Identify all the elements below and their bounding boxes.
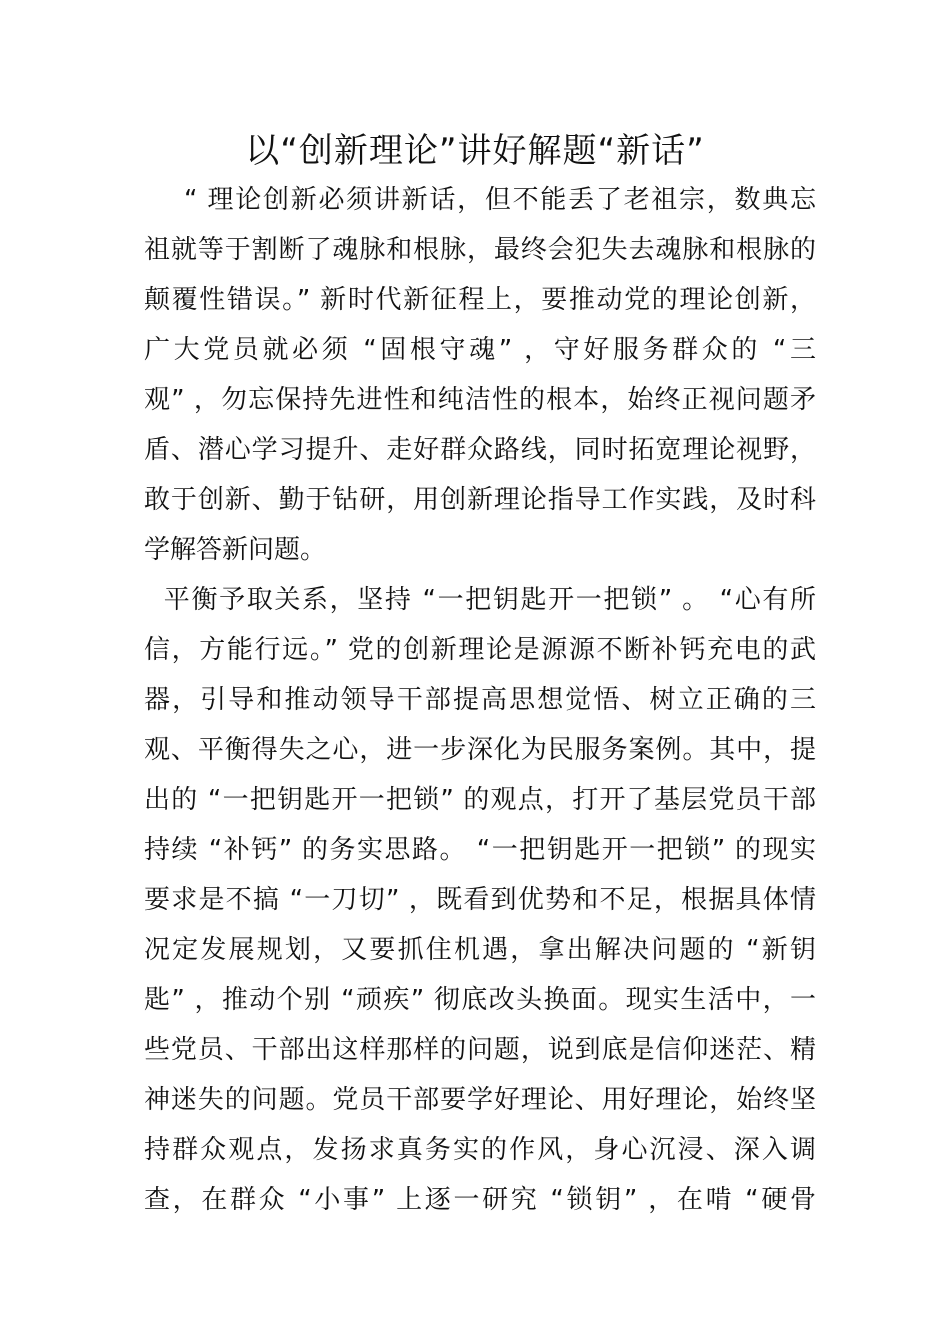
text-line: “ 理论创新必须讲新话，但不能丢了老祖宗，数典忘 <box>144 185 816 215</box>
text-line: 敢于创新、勤于钻研，用创新理论指导工作实践，及时科 <box>144 485 816 515</box>
text-line: 持群众观点，发扬求真务实的作风，身心沉浸、深入调 <box>144 1135 816 1165</box>
text-line: 观、平衡得失之心，进一步深化为民服务案例。其中，提 <box>144 735 816 765</box>
text-line: 查，在群众 “小事” 上逐一研究 “锁钥” ，在啃 “硬骨 <box>144 1185 816 1215</box>
text-line: 平衡予取关系，坚持 “一把钥匙开一把锁” 。 “心有所 <box>144 585 816 615</box>
text-line: 要求是不搞 “一刀切” ，既看到优势和不足，根据具体情 <box>144 885 816 915</box>
document-body <box>144 175 816 1225</box>
text-line: 颠覆性错误。” 新时代新征程上，要推动党的理论创新， <box>144 285 816 315</box>
text-line: 些党员、干部出这样那样的问题，说到底是信仰迷茫、精 <box>144 1035 816 1065</box>
document-title: 以“创新理论”讲好解题“新话” <box>245 131 705 171</box>
text-line: 广大党员就必须 “固根守魂” ，守好服务群众的 “三 <box>144 335 816 365</box>
text-line: 学解答新问题。 <box>144 535 327 565</box>
text-line: 祖就等于割断了魂脉和根脉，最终会犯失去魂脉和根脉的 <box>144 235 816 265</box>
text-line: 况定发展规划，又要抓住机遇，拿出解决问题的 “新钥 <box>144 935 816 965</box>
text-line: 持续 “补钙” 的务实思路。 “一把钥匙开一把锁” 的现实 <box>144 835 816 865</box>
text-line: 信，方能行远。” 党的创新理论是源源不断补钙充电的武 <box>144 635 816 665</box>
text-line: 匙” ，推动个别 “顽疾” 彻底改头换面。现实生活中，一 <box>144 985 816 1015</box>
text-line: 观” ，勿忘保持先进性和纯洁性的根本，始终正视问题矛 <box>144 385 816 415</box>
text-line: 器，引导和推动领导干部提高思想觉悟、树立正确的三 <box>144 685 816 715</box>
text-line: 神迷失的问题。党员干部要学好理论、用好理论，始终坚 <box>144 1085 816 1115</box>
text-line: 盾、潜心学习提升、走好群众路线，同时拓宽理论视野， <box>144 435 816 465</box>
text-line: 出的 “一把钥匙开一把锁” 的观点，打开了基层党员干部 <box>144 785 816 815</box>
